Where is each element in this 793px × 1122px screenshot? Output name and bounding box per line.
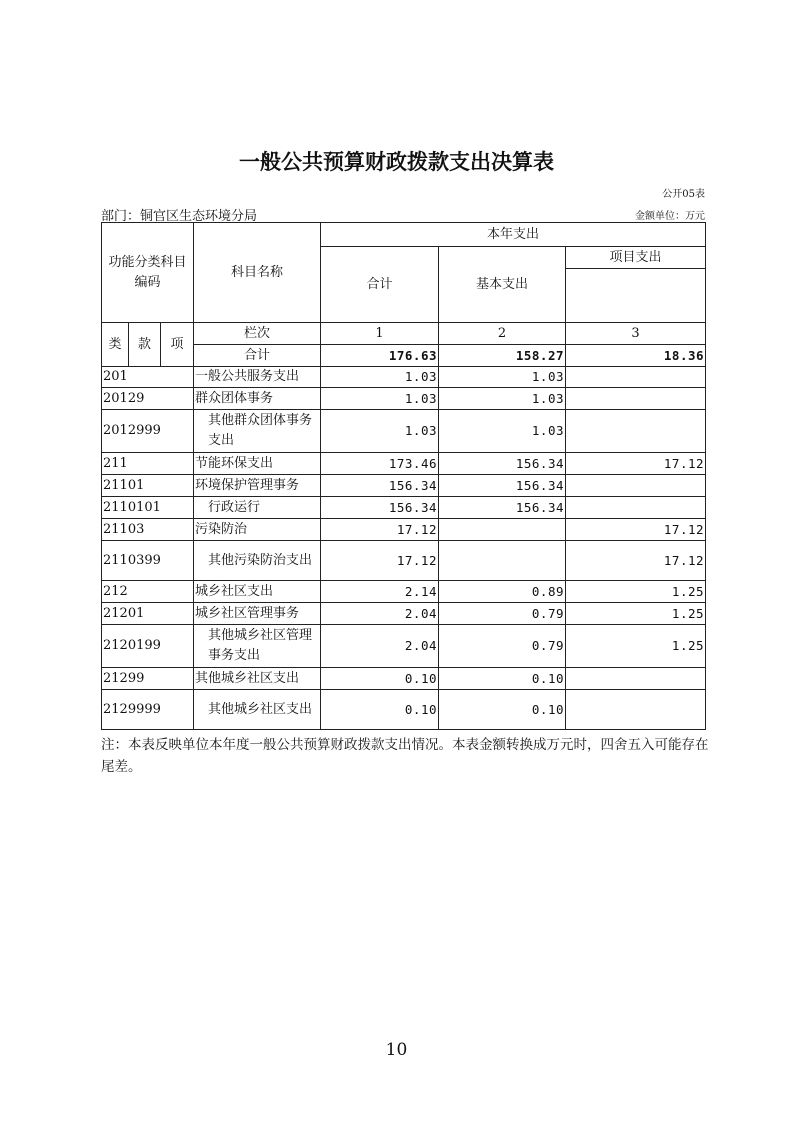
row-total: 17.12 (321, 541, 439, 581)
row-project: 1.25 (566, 581, 706, 603)
sum-basic: 158.27 (439, 345, 566, 367)
row-total: 2.14 (321, 581, 439, 603)
row-total: 0.10 (321, 690, 439, 730)
table-row (102, 603, 706, 625)
row-project: 17.12 (566, 453, 706, 475)
header-basic: 基本支出 (439, 247, 566, 323)
row-project: 17.12 (566, 541, 706, 581)
col-index-label: 栏次 (194, 323, 321, 345)
row-total: 173.46 (321, 453, 439, 475)
header-project: 项目支出 (566, 247, 706, 269)
row-name: 其他污染防治支出 (194, 541, 321, 581)
table-row (102, 497, 706, 519)
row-total: 1.03 (321, 388, 439, 410)
row-basic: 156.34 (439, 453, 566, 475)
sum-project: 18.36 (566, 345, 706, 367)
row-basic: 1.03 (439, 410, 566, 453)
row-total: 2.04 (321, 625, 439, 668)
row-project (566, 410, 706, 453)
header-name: 科目名称 (194, 223, 321, 323)
row-name: 环境保护管理事务 (194, 475, 321, 497)
col-index-1: 1 (321, 323, 439, 345)
row-code: 201 (102, 367, 194, 388)
table-row (102, 581, 706, 603)
table-row (102, 519, 706, 541)
table-row (102, 668, 706, 690)
row-basic: 156.34 (439, 475, 566, 497)
row-code: 211 (102, 453, 194, 475)
row-basic: 0.79 (439, 603, 566, 625)
row-project: 17.12 (566, 519, 706, 541)
page-title: 一般公共预算财政拨款支出决算表 (239, 150, 554, 174)
sum-label: 合计 (194, 345, 321, 367)
row-code: 21299 (102, 668, 194, 690)
row-code: 2110101 (102, 497, 194, 519)
row-basic: 0.79 (439, 625, 566, 668)
table-note: 注：本表反映单位本年度一般公共预算财政拨款支出情况。本表金额转换成万元时，四舍五入可能存在尾差。 (101, 737, 709, 775)
row-basic: 0.10 (439, 668, 566, 690)
row-name: 群众团体事务 (194, 388, 321, 410)
row-code: 2110399 (102, 541, 194, 581)
row-name: 行政运行 (194, 497, 321, 519)
row-code: 2129999 (102, 690, 194, 730)
row-basic: 0.10 (439, 690, 566, 730)
row-basic (439, 519, 566, 541)
row-basic: 1.03 (439, 367, 566, 388)
amount-unit: 金额单位：万元 (635, 211, 705, 222)
sum-total: 176.63 (321, 345, 439, 367)
row-code: 2012999 (102, 410, 194, 453)
row-total: 1.03 (321, 410, 439, 453)
row-name: 污染防治 (194, 519, 321, 541)
row-project (566, 497, 706, 519)
header-code: 功能分类科目编码 (102, 223, 194, 323)
row-total: 1.03 (321, 367, 439, 388)
header-xiang: 项 (161, 323, 194, 367)
row-basic: 156.34 (439, 497, 566, 519)
row-code: 21103 (102, 519, 194, 541)
row-total: 2.04 (321, 603, 439, 625)
header-project-blank (566, 269, 706, 323)
row-project: 1.25 (566, 625, 706, 668)
row-name: 其他城乡社区支出 (194, 690, 321, 730)
col-index-3: 3 (566, 323, 706, 345)
page-number: 10 (385, 1040, 408, 1060)
row-code: 212 (102, 581, 194, 603)
row-code: 20129 (102, 388, 194, 410)
table-row (102, 690, 706, 730)
row-total: 17.12 (321, 519, 439, 541)
row-total: 156.34 (321, 475, 439, 497)
row-name: 节能环保支出 (194, 453, 321, 475)
row-name: 其他群众团体事务支出 (194, 410, 321, 453)
table-row (102, 541, 706, 581)
header-this-year: 本年支出 (321, 223, 706, 247)
row-name: 一般公共服务支出 (194, 367, 321, 388)
table-row (102, 388, 706, 410)
header-kuan: 款 (129, 323, 161, 367)
header-total: 合计 (321, 247, 439, 323)
row-basic: 0.89 (439, 581, 566, 603)
table-row (102, 367, 706, 388)
row-project (566, 475, 706, 497)
row-total: 156.34 (321, 497, 439, 519)
row-name: 其他城乡社区管理事务支出 (194, 625, 321, 668)
row-name: 其他城乡社区支出 (194, 668, 321, 690)
row-project (566, 388, 706, 410)
table-row (102, 410, 706, 453)
table-number: 公开05表 (662, 189, 705, 200)
row-project: 1.25 (566, 603, 706, 625)
table-row (102, 625, 706, 668)
row-total: 0.10 (321, 668, 439, 690)
row-code: 21101 (102, 475, 194, 497)
table-row (102, 475, 706, 497)
row-basic: 1.03 (439, 388, 566, 410)
table-row (102, 453, 706, 475)
col-index-2: 2 (439, 323, 566, 345)
row-project (566, 668, 706, 690)
department: 部门：铜官区生态环境分局 (101, 209, 258, 224)
row-code: 2120199 (102, 625, 194, 668)
row-code: 21201 (102, 603, 194, 625)
expenditure-table (101, 222, 706, 730)
row-project (566, 690, 706, 730)
row-basic (439, 541, 566, 581)
header-lei: 类 (102, 323, 129, 367)
row-name: 城乡社区管理事务 (194, 603, 321, 625)
row-project (566, 367, 706, 388)
row-name: 城乡社区支出 (194, 581, 321, 603)
